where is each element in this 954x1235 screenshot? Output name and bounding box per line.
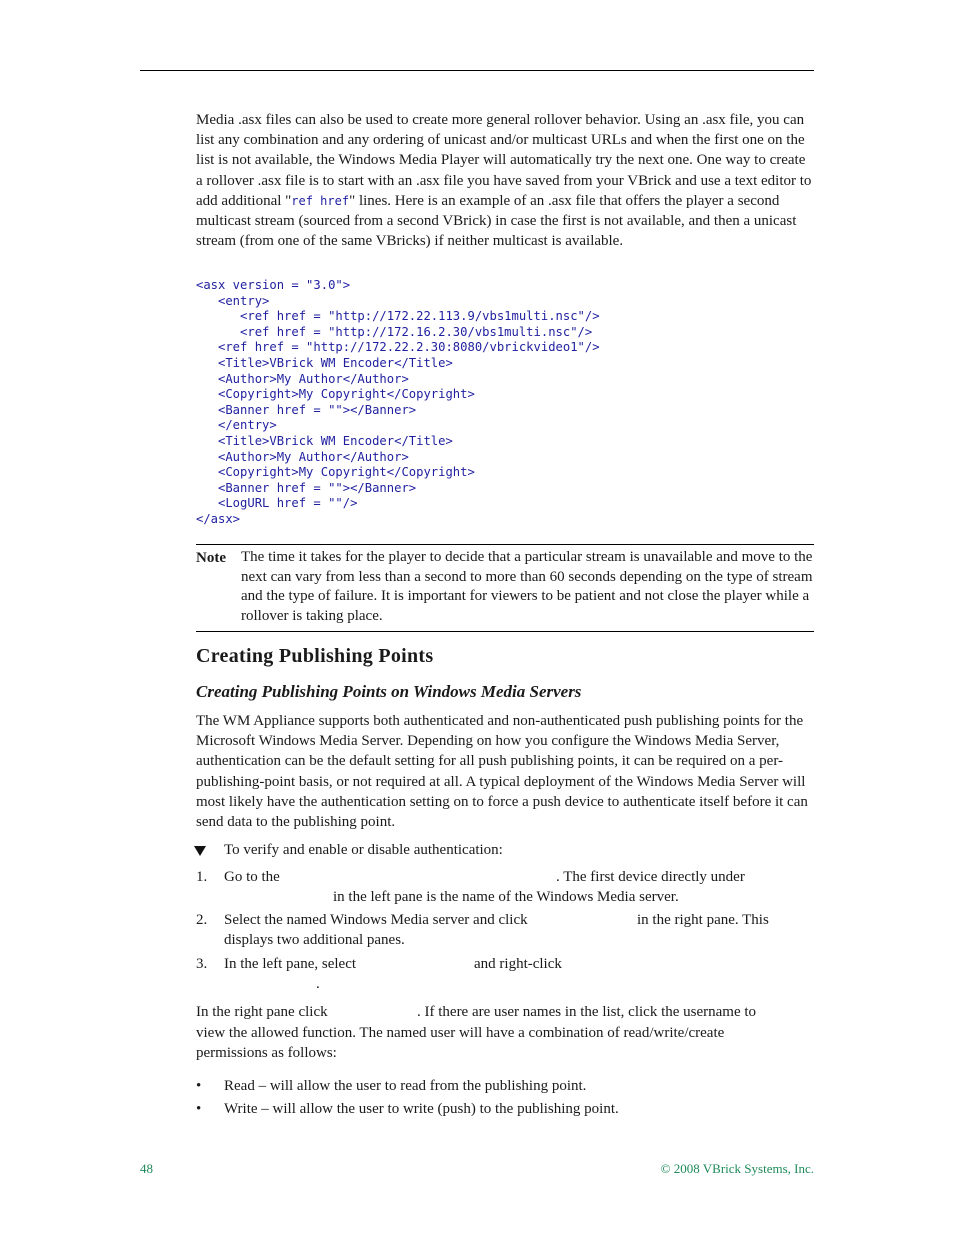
code-line: <ref href = "http://172.16.2.30/vbs1multi.nsc"/> [196, 324, 593, 339]
after-steps-c: view the allowed function. The named user will have a combination of read/write/create [196, 1025, 725, 1041]
code-line: <Title>VBrick WM Encoder</Title> [196, 355, 453, 370]
intro-text-before: Media .asx files can also be used to create more general rollover behavior. Using an .asx file, you can list any combination and any ordering of unicast and/or multicast URLs and when the first one on the list is not available, the Windows Media Player will automatically try the next one. One way to create a rollover .asx file is to start with an .asx file you have saved from your VBrick and use a text editor to add additional " [196, 112, 812, 209]
bullet-icon: • [196, 1078, 202, 1094]
after-steps-b: . If there are user names in the list, click the username to [417, 1004, 757, 1020]
code-line: <Author>My Author</Author> [196, 449, 409, 464]
step-3-text-b: and right-click [474, 956, 562, 972]
section-heading: Creating Publishing Points [196, 645, 434, 667]
bullet-icon: • [196, 1101, 202, 1117]
code-line: <Copyright>My Copyright</Copyright> [196, 465, 475, 480]
step-2-text-a: Select the named Windows Media server and click [224, 912, 528, 928]
code-line: <Author>My Author</Author> [196, 371, 409, 386]
procedure-triangle-icon [194, 846, 206, 856]
footer-copyright: © 2008 VBrick Systems, Inc. [660, 1161, 814, 1176]
bullet-item: Write – will allow the user to write (push) to the publishing point. [224, 1101, 619, 1117]
inline-code: ref href [291, 193, 350, 208]
step-1-text-b: . The first device directly under [556, 869, 745, 885]
step-3-text-a: In the left pane, select [224, 956, 357, 972]
bullet-item: Read – will allow the user to read from the publishing point. [224, 1078, 587, 1094]
code-line: <Title>VBrick WM Encoder</Title> [196, 433, 453, 448]
after-steps-d: permissions as follows: [196, 1045, 337, 1061]
intro-paragraph [196, 110, 814, 251]
page-number: 48 [140, 1161, 153, 1176]
note-label: Note [196, 550, 226, 566]
step-2-text-b: in the right pane. This [637, 912, 769, 928]
code-line: <Banner href = ""></Banner> [196, 402, 417, 417]
code-line: <entry> [196, 293, 270, 308]
code-line: <asx version = "3.0"> [196, 278, 351, 292]
procedure-intro: To verify and enable or disable authentication: [224, 842, 503, 858]
note-text: The time it takes for the player to decide that a particular stream is unavailable and move to the next can vary from less than a second to more than 60 seconds depending on the type of stream and the type of failure. It is important for viewers to be patient and not close the player while a rollover is taking place. [241, 549, 813, 624]
step-number: 2. [196, 912, 208, 928]
step-number: 3. [196, 956, 208, 972]
code-line: </entry> [196, 418, 277, 433]
note-rule-top [196, 544, 814, 545]
after-steps-a: In the right pane click [196, 1004, 328, 1020]
code-line: <Banner href = ""></Banner> [196, 480, 417, 495]
code-line: <ref href = "http://172.22.113.9/vbs1multi.nsc"/> [196, 309, 600, 324]
asx-code-block [196, 278, 600, 528]
code-line: </asx> [196, 511, 241, 526]
step-1-text-c: in the left pane is the name of the Windows Media server. [333, 889, 679, 905]
note-rule-bottom [196, 631, 814, 632]
step-1-text-a: Go to the [224, 869, 280, 885]
step-3-text-c: . [316, 976, 320, 992]
step-number: 1. [196, 869, 208, 885]
section-paragraph: The WM Appliance supports both authenticated and non-authenticated push publishing points for the Microsoft Windows Media Server. Depending on how you configure the Windows Media Server, authentication can be the default setting for all push publishing points, it can be required on a per-publishing-point basis, or not required at all. A typical deployment of the Windows Media Server will most likely have the authentication setting on to force a push device to authenticate itself before it can send data to the publishing point. [196, 713, 808, 831]
intro-text-after: " lines. Here is an example of an .asx file that offers the player a second multicast stream (sourced from a second VBrick) in case the first is not available, and then a unicast stream (from one of the same VBricks) if neither multicast is available. [196, 192, 797, 250]
subsection-heading: Creating Publishing Points on Windows Media Servers [196, 682, 582, 701]
code-line: <ref href = "http://172.22.2.30:8080/vbrickvideo1"/> [196, 340, 600, 355]
code-line: <LogURL href = ""/> [196, 496, 358, 511]
step-2-text-c: displays two additional panes. [224, 932, 405, 948]
header-rule [140, 70, 814, 71]
code-line: <Copyright>My Copyright</Copyright> [196, 387, 475, 402]
